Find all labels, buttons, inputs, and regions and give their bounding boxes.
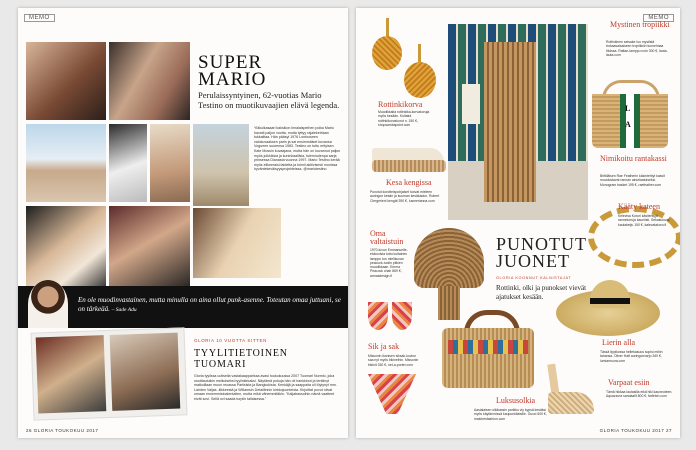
label-luksusolkia: Luksusolkia [496, 396, 536, 405]
label-mystinen-tropiikki: Mystinen tropiikki [610, 20, 670, 29]
monogram-basket [592, 80, 668, 148]
photo-tropical-room [448, 24, 588, 220]
basket-monogram-l: L [625, 104, 631, 113]
label-sik-ja-sak: Sik ja sak [368, 342, 400, 351]
photo-gala-group [109, 206, 190, 292]
left-page [18, 8, 348, 438]
photo-testino-portrait [26, 42, 106, 120]
caption-lierin-alla: Tässä lippikossa hellekasuus sopisi mihin tahansa. Oliver Hatt auringonvarjo 260 €, lumiamoura.com [600, 350, 663, 363]
title-line-2: JUONET [496, 251, 570, 271]
page-title [198, 54, 266, 88]
quote-text [78, 296, 346, 315]
byline: GLORIA KOONNUT KALNISTAJAT [496, 276, 572, 280]
straw-handbag [442, 310, 534, 390]
page-folio: 26 GLORIA TOUKOKUU 2017 [26, 428, 99, 433]
memo-tag: MEMO [643, 14, 674, 22]
section-title-line-1: TYYLITIETOINEN [194, 348, 288, 359]
photo-beach-group [26, 124, 106, 202]
caption-kaaty-kateen: Kelevisa Koruri käsitehtyjä rannekoruja kauniisti. Sekakuluvat kaulaketju 150 €, kalevalakoru.fi [618, 214, 670, 227]
woven-sandals [544, 354, 596, 424]
quote-author: – Sade Adu [111, 307, 137, 313]
label-oma-valtaistuin: Oma valtaistuin [370, 229, 404, 246]
subtitle: Rottinki, olki ja punokset vievät ajatukset kesään. [496, 284, 587, 301]
platform-espadrilles [372, 136, 446, 174]
photo-couple-selfie [193, 208, 281, 278]
label-varpaat-esiin: Varpaat esiin [608, 378, 650, 387]
peacock-chair [414, 228, 484, 320]
photo-sade-adu [28, 280, 68, 328]
caption-rottinkikorva: Muodikkaita rottinkika-korvakoruja myös kesään. Kultatut rottinkikorvakorut n. 150 €, shopsambapoint.com [378, 110, 430, 127]
title-line-2: MARIO [198, 69, 267, 90]
photo-camel [193, 124, 249, 206]
label-lierin-alla: Lierin alla [602, 338, 636, 347]
rattan-earrings [372, 18, 442, 108]
photo-party-group [109, 42, 190, 120]
label-rottinkikorva: Rottinkikorva [378, 100, 423, 109]
section-title-line-2: TUOMARI [194, 359, 247, 370]
photo-sunglasses-man [109, 124, 147, 202]
quote-body: En ole muodinvastainen, mutta minulla on aina ollut punk-asenne. Toteutan omaa juttuani, se on tärkeää. [78, 296, 341, 313]
caption-sik-ja-sak: Missonin ikonisen siksak-kuvion saa nyt myös bikineihin. Missonin bikinit 330 €, net-a-porter.com [368, 354, 419, 367]
section-kicker: GLORIA 10 VUOTTA SITTEN [194, 338, 267, 343]
body-text: Yläkulkasaari kaksikon lirnalaispeihen poika Mario havaiti paljon vuotta, mutta tyttyy rajaleketrlaan tukkailtaa. Hän pääsyi 1976 Lontooseen valokuvaaksen parin ja sai ensimmäiset kuvansa Vogueen suurensa 1983. Testino on tuttu erityisen Kate Mossin kuvaajana, mutta hän on kuvannut paljon myös julkkiksia ja kuninkaallisia, tulemiudenpa sarja prinsessa Dianasta vuonna 1997. Mario Testino kerää myös elikeeraisi taidetta ja toimii aktiivisesti monissa hyväntekeväisyysprojekteissa. @mariotestino [254, 126, 341, 172]
section-title [194, 348, 288, 370]
section-body: Gloria tyylissa uutisella vastakaapparissa avasi toukokuussa 2007 Tuomari Nurmio, joka osoittautuikin melkoiseksi tyylinkirkaksi. Näytämä pukuja hän oli hankkinut ja tenttinyt matkoillaan muun muassa Pariisista ja Bangkokista. Kenkäjä ja saappaita oli löytynyt mm. Lahden Valjas -liikkeestä ja Willamsin Detaillinnin kirkkojuonteista. Kirjoittat puvut olivat omaan ennemmistoalentaiten, mutta mikä vähemmitäkin. "Kaljabassoihin nämä vaatteet eivät sovi. Sellä ovi saada turpiin tallaisessa." [194, 374, 337, 401]
photo-grid [26, 42, 190, 292]
label-kaaty-kateen: Kääty kateen [618, 202, 660, 211]
memo-tag: MEMO [24, 14, 55, 22]
photo-kate-moss [150, 124, 190, 202]
caption-luksusolkia: Aasialaisen olkikassin parikku viy kypsä kesäksi myös käytännössä kaupunkilaisille. Gucci 600 €, matchesfashion.com [474, 408, 547, 421]
caption-mystinen-tropiikki: Rottinkinen seisake luo mystistä trokaasaisaiseen tropiikkiin tunnelmaa tiloissa. Rattan-lamppu noin 300 €, lauta-lauta.com [606, 40, 668, 57]
caption-nimikoitu-rantakassi: Brittiläisen Rae Featherin käsintehtyt kassit muodostavat rannan ainutlaatuiseksi. Monogram basket 195 €, raefeather.com [600, 174, 665, 187]
photo-formal-couple [26, 206, 106, 292]
label-kesa-kengissa: Kesa kengissa [386, 178, 432, 187]
page-title [496, 236, 587, 270]
page-folio: GLORIA TOUKOKUU 2017 27 [599, 428, 672, 433]
subtitle: Perulaissyntyinen, 62-vuotias Mario Testino on muotikuvaajien elävä legenda. [198, 90, 340, 110]
basket-monogram-a: A [625, 120, 631, 129]
caption-kesa-kengissa: Punotut korotteispohjaiset tuovat mieleen auringon kesän ja kuuman kesäkadun. Robert Clergerieni kengät 390 €, lusmerianna.com [370, 190, 440, 203]
title-line-1: PUNOTUT [496, 234, 587, 254]
photo-magazine-spread [31, 327, 188, 420]
straw-hat [556, 272, 660, 342]
caption-varpaat-esiin: Tämä hikkaa lautasilla eikä hiki kauneuteen. Aquazzura sandaalit 800 €, farfetch.com [606, 390, 673, 399]
title-line-1: SUPER [198, 52, 263, 73]
right-page [356, 8, 680, 438]
label-nimikoitu-rantakassi: Nimikoitu rantakassi [600, 154, 667, 163]
caption-oma-valtaistuin: 1970-luvun Emmanuelle-elokuvista tuttu kultainen lamppu tuo mielikuvan peacock-tuolin pitkien muodikkaan. Emma Peacock chair 869 €, armasdesign.fi [370, 248, 408, 278]
